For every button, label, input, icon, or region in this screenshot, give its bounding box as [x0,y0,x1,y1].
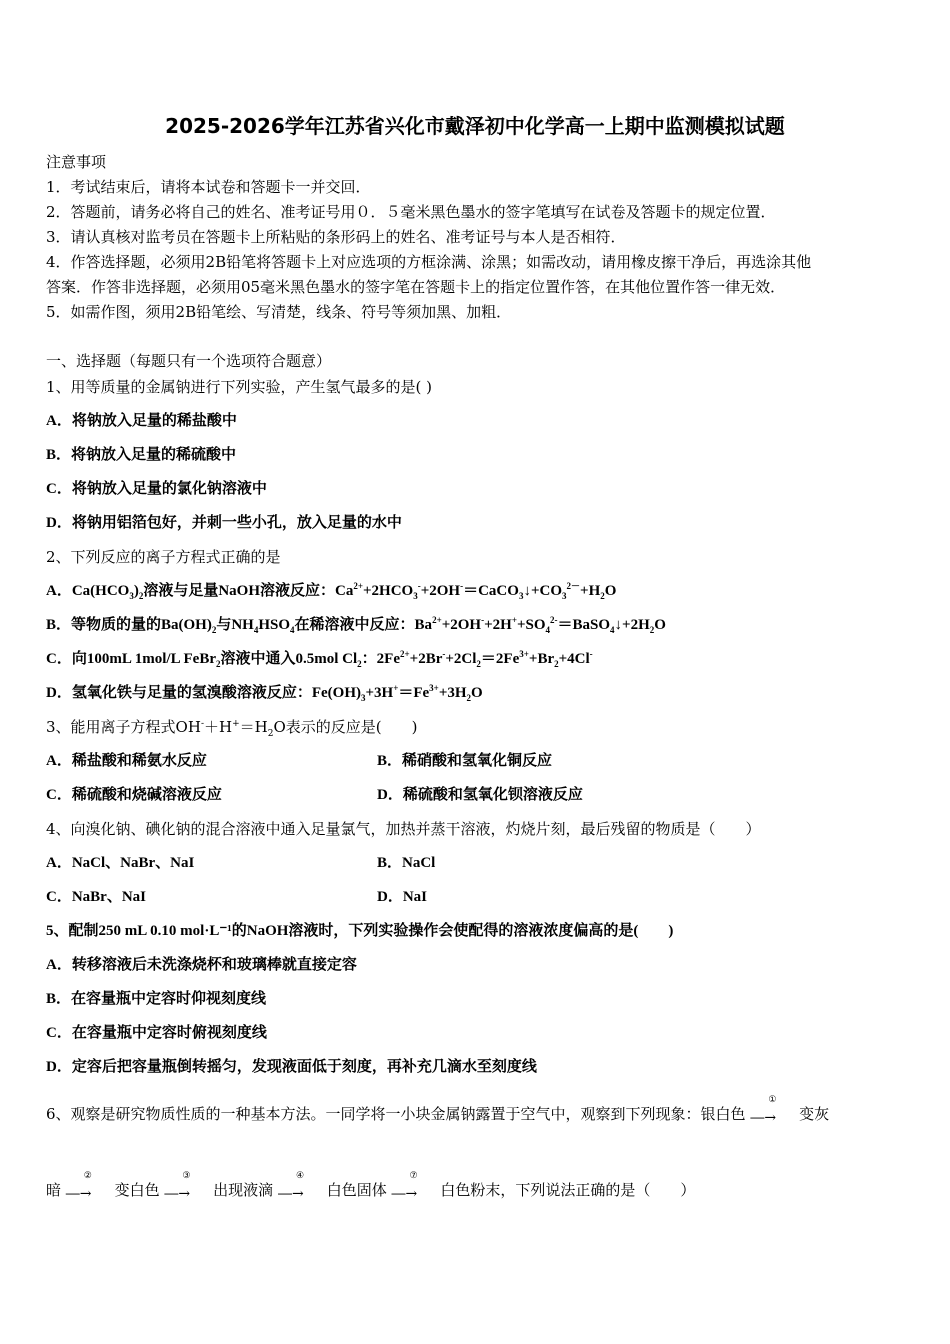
reaction-arrow-2: ② ―→ [65,1171,92,1202]
notice-item: 4．作答选择题，必须用2B铅笔将答题卡上对应选项的方框涂满、涂黑；如需改动，请用橡皮擦干净后，再选涂其他 [46,253,812,271]
question-3-stem: 3、能用离子方程式$OH^-+H^+=H_2O$表示的反应是( ) [46,718,418,739]
question-4-stem: 4、向溴化钠、碘化钠的混合溶液中通入足量氯气，加热并蒸干溶液，灼烧片刻，最后残留的物质是（ ） [46,820,761,838]
q5-option-a: A．转移溶液后未洗涤烧杯和玻璃棒就直接定容 [46,957,357,973]
q2-option-d: D．氢氧化铁与足量的氢溴酸溶液反应：$Fe(OH)_3+3H^+=Fe^{3+}+3H_2O$ [46,683,483,703]
question-6-line2: 暗 ② ―→ 变白色 ③ ―→ 出现液滴 ④ ―→ 白色固体 ⑦ ―→ 白色粉末，下列说法正确的是（ ） [46,1171,696,1202]
notice-item: 1．考试结束后，请将本试卷和答题卡一并交回． [46,178,371,196]
q4-option-d: D．NaI [377,889,428,905]
q2-option-a: A．$Ca(HCO_3)_2$溶液与足量NaOH溶液反应：$Ca^{2+}+2HCO_3^-+2OH^-=CaCO_3↓+CO_3^{2-}+H_2O$ [46,581,617,601]
q1-option-b: B．将钠放入足量的稀硫酸中 [46,447,237,463]
notice-heading: 注意事项 [46,153,107,171]
q5-option-d: D．定容后把容量瓶倒转摇匀，发现液面低于刻度，再补充几滴水至刻度线 [46,1059,537,1075]
q1-option-c: C．将钠放入足量的氯化钠溶液中 [46,481,267,497]
q3-option-a: A．稀盐酸和稀氨水反应 [46,753,207,769]
reaction-arrow-3: ③ ―→ [164,1171,191,1202]
q3-option-c: C．稀硫酸和烧碱溶液反应 [46,787,222,803]
question-6-line1: 6、观察是研究物质性质的一种基本方法。一同学将一小块金属钠露置于空气中，观察到下列现象：银白色 ① ―→ 变灰 [46,1095,830,1126]
reaction-arrow-4: ④ ―→ [277,1171,305,1202]
page-title: 2025-2026学年江苏省兴化市戴泽初中化学高一上期中监测模拟试题 [165,114,785,138]
q2-option-b: B．等物质的量的$Ba(OH)_2$与$NH_4HSO_4$在稀溶液中反应：$Ba^{2+}+2OH^-+2H^++SO_4^{2-}=BaSO_4↓+2H_2O$ [46,615,666,635]
question-2-stem: 2、下列反应的离子方程式正确的是 [46,548,281,566]
q5-option-c: C．在容量瓶中定容时俯视刻度线 [46,1025,267,1041]
q5-option-b: B．在容量瓶中定容时仰视刻度线 [46,991,267,1007]
reaction-arrow-5: ⑦ ―→ [391,1171,418,1202]
q1-option-a: A．将钠放入足量的稀盐酸中 [46,413,237,429]
notice-item: 2．答题前，请务必将自己的姓名、准考证号用０．５毫米黑色墨水的签字笔填写在试卷及答题卡的规定位置． [46,203,776,221]
q2-option-c: C．向100mL 1mol/L FeBr$_2$溶液中通入0.5mol $Cl_2$：$2Fe^{2+}+2Br^-+2Cl_2=2Fe^{3+}+Br_2+4Cl^-$ [46,649,593,669]
q1-option-d: D．将钠用铝箔包好，并刺一些小孔，放入足量的水中 [46,515,402,531]
q4-option-c: C．NaBr、NaI [46,889,146,905]
notice-item: 答案．作答非选择题，必须用05毫米黑色墨水的签字笔在答题卡上的指定位置作答，在其他位置作答一律无效． [46,278,786,296]
q3-option-d: D．稀硫酸和氢氧化钡溶液反应 [377,787,583,803]
notice-item: 5．如需作图，须用2B铅笔绘、写清楚，线条、符号等须加黑、加粗． [46,303,512,321]
question-5-stem: 5、配制250 mL 0.10 mol·L⁻¹的NaOH溶液时，下列实验操作会使配得的溶液浓度偏高的是( ) [46,923,674,939]
q4-option-a: A．NaCl、NaBr、NaI [46,855,195,871]
reaction-arrow-1: ① ―→ [750,1095,777,1126]
notice-item: 3．请认真核对监考员在答题卡上所粘贴的条形码上的姓名、准考证号与本人是否相符． [46,228,626,246]
question-1-stem: 1、用等质量的金属钠进行下列实验，产生氢气最多的是( ) [46,378,433,396]
section-heading: 一、选择题（每题只有一个选项符合题意） [46,352,332,370]
q3-option-b: B．稀硝酸和氢氧化铜反应 [377,753,553,769]
q4-option-b: B．NaCl [377,855,436,871]
